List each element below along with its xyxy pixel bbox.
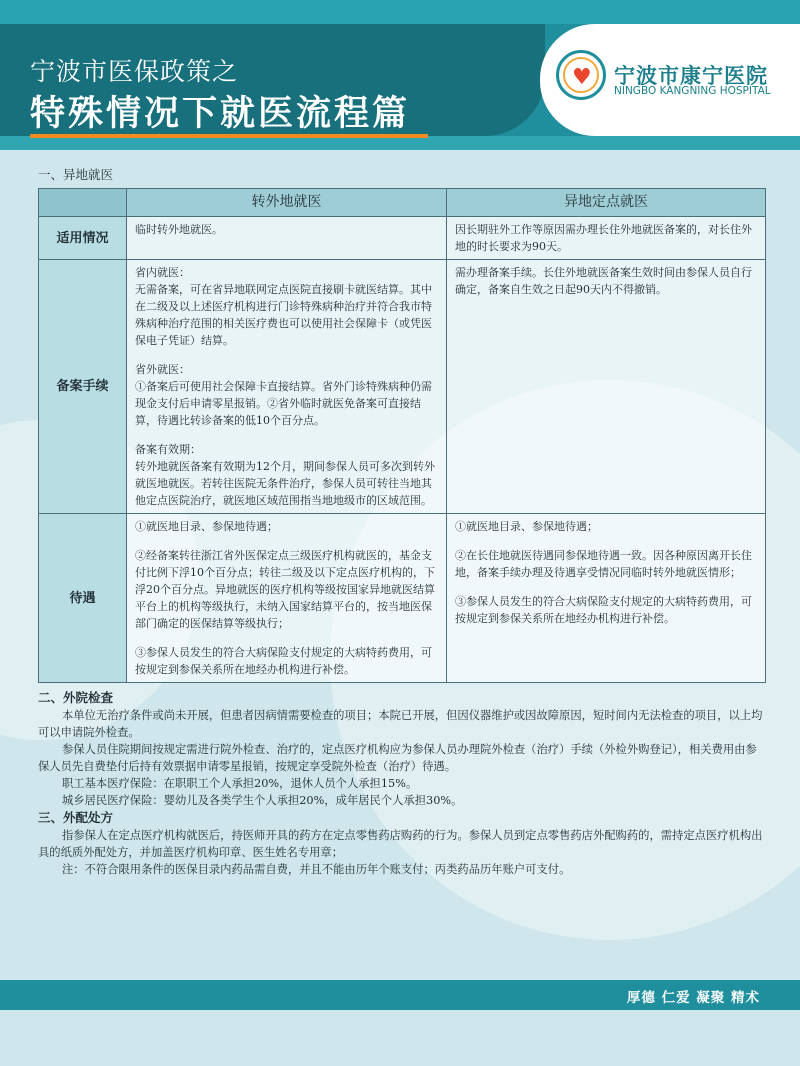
table-cell: [447, 217, 766, 260]
footer-slogan: 厚德 仁爱 凝聚 精术: [626, 990, 760, 1006]
paragraph: 城乡居民医疗保险：婴幼儿及各类学生个人承担20%，成年居民个人承担30%。: [62, 794, 463, 807]
cell-paragraph: ②经备案转往浙江省外医保定点三级医疗机构就医的，基金支付比例下浮10个百分点；转往二级及以下定点医疗机构的，下浮20个百分点。异地就医的医疗机构等级按国家异地就医结算平台上的机构等级执行，未纳入国家结算平台的，按当地医保部门确定的医保结算等级执行；: [135, 549, 435, 630]
table-row: [39, 514, 766, 683]
table-cell: [127, 217, 447, 260]
cell-paragraph: 省内就医： 无需备案，可在省异地联网定点医院直接刷卡就医结算。其中在二级及以上述医疗机构进行门诊特殊病种治疗并符合我市特殊病种治疗范围的相关医疗费也可以使用社会保障卡（或凭医保电子凭证）结算。: [135, 266, 432, 347]
paragraph: 参保人员住院期间按规定需进行院外检查、治疗的，定点医疗机构应为参保人员办理院外检查（治疗）手续（外检外购登记），相关费用由参保人员先自费垫付后持有效票据申请零星报销，按规定享受院外检查（治疗）待遇。: [38, 743, 757, 773]
page-subtitle: 宁波市医保政策之: [30, 57, 239, 86]
row-label: 待遇: [39, 514, 127, 683]
cell-paragraph: 临时转外地就医。: [135, 223, 223, 236]
header-banner: [0, 0, 800, 150]
section-heading: 一、异地就医: [38, 167, 114, 182]
table-cell: [127, 260, 447, 514]
remote-medical-table: [38, 188, 766, 683]
cell-paragraph: ③参保人员发生的符合大病保险支付规定的大病特药费用，可按规定到参保关系所在地经办机构进行补偿。: [135, 646, 432, 676]
paragraph: 注：不符合限用条件的医保目录内药品需自费，并且不能由历年个账支付；丙类药品历年账户可支付。: [62, 863, 571, 876]
column-header: 异地定点就医: [447, 189, 766, 217]
cell-paragraph: 因长期驻外工作等原因需办理长住外地就医备案的，对长住外地的时长要求为90天。: [455, 223, 752, 253]
paragraph: 本单位无治疗条件或尚未开展，但患者因病情需要检查的项目；本院已开展，但因仪器维护或因故障原因，短时间内无法检查的项目，以上均可以申请院外检查。: [38, 709, 763, 739]
table-cell: [447, 260, 766, 514]
cell-paragraph: 备案有效期： 转外地就医备案有效期为12个月，期间参保人员可多次到转外就医地就医。若转往医院无条件治疗，参保人员可转往当地其他定点医院治疗，就医地区域范围指当地地级市的区域范围。: [135, 443, 435, 507]
hospital-name: 宁波市康宁医院: [614, 64, 768, 88]
section-heading: 二、外院检查: [38, 690, 114, 705]
section-heading: 三、外配处方: [38, 810, 114, 825]
cell-paragraph: 需办理备案手续。长住外地就医备案生效时间由参保人员自行确定，备案自生效之日起90天内不得撤销。: [455, 266, 752, 296]
hospital-logo-icon: ♥: [556, 50, 606, 100]
paragraph: 职工基本医疗保险：在职职工个人承担20%，退休人员个人承担15%。: [62, 777, 418, 790]
table-row: [39, 217, 766, 260]
cell-paragraph: ③参保人员发生的符合大病保险支付规定的大病特药费用，可按规定到参保关系所在地经办机构进行补偿。: [455, 595, 752, 625]
section-body: [38, 707, 765, 809]
row-label: 适用情况: [39, 217, 127, 260]
row-label: 备案手续: [39, 260, 127, 514]
cell-paragraph: ①就医地目录、参保地待遇；: [455, 520, 598, 533]
paragraph: 指参保人在定点医疗机构就医后，持医师开具的药方在定点零售药店购药的行为。参保人员到定点零售药店外配购药的，需持定点医疗机构出具的纸质外配处方，并加盖医疗机构印章、医生姓名专用章；: [38, 829, 763, 859]
main-content: [38, 166, 765, 878]
hospital-name-en: NINGBO KANGNING HOSPITAL: [614, 85, 771, 97]
cell-paragraph: ①就医地目录、参保地待遇；: [135, 520, 278, 533]
page-title: 特殊情况下就医流程篇: [30, 94, 411, 134]
section-body: [38, 827, 765, 878]
footer-bar: [0, 980, 800, 1010]
cell-paragraph: 省外就医： ①备案后可使用社会保障卡直接结算。省外门诊特殊病种仍需现金支付后申请零星报销。②省外临时就医免备案可直接结算，待遇比转诊备案的低10个百分点。: [135, 363, 432, 427]
table-row: [39, 260, 766, 514]
table-cell: [447, 514, 766, 683]
table-cell: [127, 514, 447, 683]
column-header: 转外地就医: [127, 189, 447, 217]
cell-paragraph: ②在长住地就医待遇同参保地待遇一致。因各种原因离开长住地，备案手续办理及待遇享受情况同临时转外地就医情形；: [455, 549, 752, 579]
